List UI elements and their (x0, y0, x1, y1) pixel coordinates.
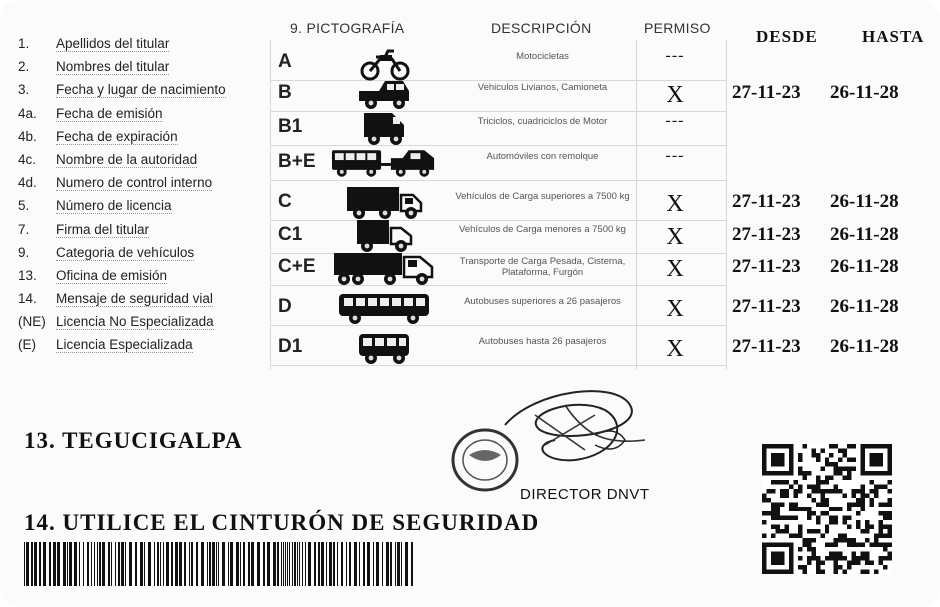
header-descripcion: DESCRIPCIÓN (491, 20, 592, 36)
legend-number: (NE) (18, 314, 46, 330)
legend-number: 9. (18, 244, 30, 260)
legend-item (18, 125, 268, 148)
legend-item (18, 218, 268, 241)
category-description: Autobuses hasta 26 pasajeros (478, 336, 607, 347)
header-desde: DESDE (756, 27, 818, 46)
legend-item (18, 148, 268, 171)
valid-until-date: 26-11-28 (830, 191, 899, 212)
legend-number: 4a. (18, 105, 37, 121)
category-code: C1 (278, 224, 303, 245)
legend-number: 4c. (18, 151, 37, 167)
legend-item (18, 32, 268, 55)
legend-item (18, 310, 268, 333)
legend-number: 4d. (18, 175, 37, 191)
legend-label: Mensaje de seguridad vial (56, 291, 213, 307)
legend-label: Apellidos del titular (56, 36, 170, 51)
category-code: D (278, 296, 292, 317)
permission-mark: X (666, 191, 684, 217)
legend-label: Licencia No Especializada (56, 314, 214, 330)
legend-number: 2. (18, 59, 30, 75)
legend-label: Fecha de emisión (56, 105, 163, 121)
legend-label: Nombre de la autoridad (56, 151, 198, 167)
category-code: C (278, 191, 292, 212)
legend-label: Numero de control interno (56, 175, 213, 191)
valid-from-date: 27-11-23 (732, 224, 801, 245)
permission-mark: --- (665, 47, 685, 64)
large-bus-icon (330, 288, 440, 328)
permission-mark: --- (665, 147, 685, 164)
table-divider (270, 40, 271, 370)
permission-mark: X (666, 256, 684, 282)
valid-until-date: 26-11-28 (830, 224, 899, 245)
legend-item (18, 287, 268, 310)
legend-label: Categoria de vehículos (56, 244, 195, 260)
legend-item (18, 78, 268, 101)
category-description: Transporte de Carga Pesada, Cisterna, Plataforma, Furgón (459, 256, 626, 278)
category-code: B1 (278, 116, 303, 137)
category-code: B+E (278, 151, 316, 172)
legend-item (18, 194, 268, 217)
legend-number: 5. (18, 198, 30, 214)
legend-item (18, 102, 268, 125)
valid-from-date: 27-11-23 (732, 191, 801, 212)
legend-label: Firma del titular (56, 221, 150, 237)
legend-label: Oficina de emisión (56, 267, 168, 283)
semi-trailer-icon (330, 248, 440, 288)
legend-label: Licencia Especializada (56, 337, 193, 353)
legend-item (18, 171, 268, 194)
valid-until-date: 26-11-28 (830, 336, 899, 357)
valid-from-date: 27-11-23 (732, 296, 801, 317)
legend-label: Fecha y lugar de nacimiento (56, 82, 226, 98)
legend-label: Fecha de expiración (56, 128, 178, 144)
category-description: Vehículos de Carga superiores a 7500 kg (455, 191, 630, 202)
signature-caption: DIRECTOR DNVT (520, 486, 650, 503)
category-description: Motocicletas (516, 51, 569, 62)
issuing-office: 13. TEGUCIGALPA (24, 428, 243, 453)
permission-mark: X (666, 336, 684, 362)
category-code: A (278, 51, 292, 72)
legend-number: 13. (18, 267, 37, 283)
field-legend (18, 32, 268, 357)
legend-item (18, 55, 268, 78)
legend-number: 14. (18, 291, 37, 307)
category-code: B (278, 82, 292, 103)
category-description: Autobuses superiores a 26 pasajeros (464, 296, 621, 307)
permission-mark: X (666, 296, 684, 322)
header-pictografia: 9. PICTOGRAFÍA (290, 20, 405, 36)
small-van-icon (330, 108, 440, 148)
category-description: Automóviles con remolque (486, 151, 599, 162)
valid-from-date: 27-11-23 (732, 82, 801, 103)
qr-code (762, 444, 892, 574)
legend-number: 1. (18, 36, 30, 51)
valid-until-date: 26-11-28 (830, 296, 899, 317)
safety-message: 14. UTILICE EL CINTURÓN DE SEGURIDAD (24, 510, 540, 535)
header-permiso: PERMISO (644, 20, 711, 36)
category-code: C+E (278, 256, 316, 277)
legend-number: 4b. (18, 128, 37, 144)
legend-label: Número de licencia (56, 198, 172, 214)
header-hasta: HASTA (862, 27, 925, 46)
permission-mark: X (666, 224, 684, 250)
barcode (24, 542, 416, 586)
category-description: Vehículos de Carga menores a 7500 kg (459, 224, 626, 235)
legend-label: Nombres del titular (56, 59, 170, 75)
table-divider (726, 40, 727, 370)
legend-number: 7. (18, 221, 30, 237)
valid-until-date: 26-11-28 (830, 256, 899, 277)
legend-number: (E) (18, 337, 36, 353)
category-code: D1 (278, 336, 303, 357)
category-description: Triciclos, cuadriciclos de Motor (477, 116, 608, 127)
legend-item (18, 333, 268, 356)
table-divider (636, 40, 637, 370)
legend-item (18, 264, 268, 287)
valid-until-date: 26-11-28 (830, 82, 899, 103)
minibus-icon (330, 328, 440, 368)
category-description: Vehiculos Livianos, Camioneta (477, 82, 608, 93)
valid-from-date: 27-11-23 (732, 336, 801, 357)
bus-with-trailer-icon (330, 143, 440, 183)
legend-item (18, 241, 268, 264)
permission-mark: X (666, 82, 684, 108)
permission-mark: --- (665, 112, 685, 129)
valid-from-date: 27-11-23 (732, 256, 801, 277)
legend-number: 3. (18, 82, 30, 98)
